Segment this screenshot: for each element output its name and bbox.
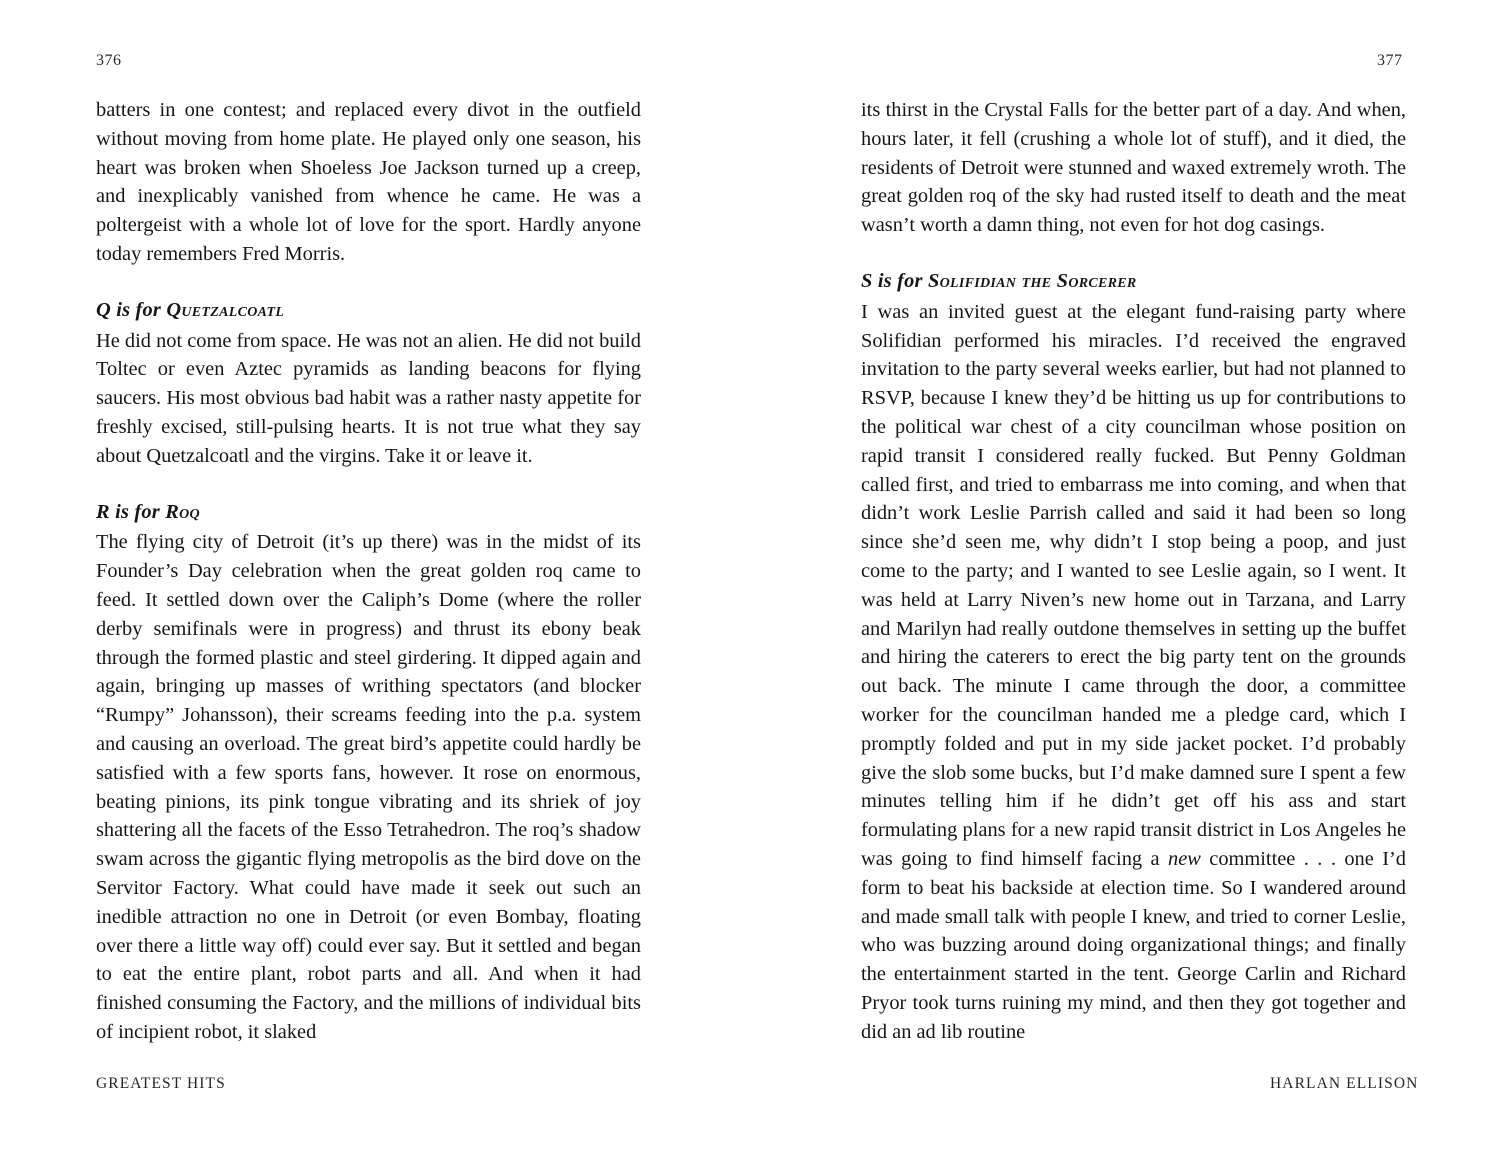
paragraph-continued: its thirst in the Crystal Falls for the better part of a day. And when, hours later, it fell (crushing a whole lot of stuff), and it died, the residents of Detroit were stunned and waxed extremely wroth. The great golden roq of the sky had rusted itself to death and the meat wasn’t worth a damn thing, not even for hot dog casings. <box>861 99 1406 237</box>
text-columns <box>96 96 1406 1047</box>
entry-heading-prefix: R is for <box>96 500 166 523</box>
entry-heading-r <box>96 498 641 527</box>
right-page-column <box>861 96 1406 1047</box>
left-page-column <box>96 96 641 1047</box>
entry-body-q: He did not come from space. He was not an alien. He did not build Toltec or even Aztec pyramids as landing beacons for flying saucers. His most obvious bad habit was a rather nasty appetite for freshly excised, still-pulsing hearts. It is not true what they say about Quetzalcoatl and the virgins. Take it or leave it. <box>96 329 641 467</box>
entry-body-s <box>861 298 1406 1047</box>
entry-body-part1: I was an invited guest at the elegant fund-raising party where Solifidian performed his miracles. I’d received the engraved invitation to the party several weeks earlier, but had not planned to RSVP, because I knew they’d be hitting us up for contributions to the political war chest of a city councilman whose position on rapid transit I considered really fucked. But Penny Goldman called first, and tried to embarrass me into coming, and when that didn’t work Leslie Parrish called and said it had been so long since she’d seen me, why didn’t I stop being a poop, and just come to the party; and I wanted to see Leslie again, so I went. It was held at Larry Niven’s new home out in Tarzana, and Larry and Marilyn had really outdone themselves in setting up the buffet and hiring the caterers to erect the big party tent on the grounds out back. The minute I came through the door, a committee worker for the councilman handed me a pledge card, which I promptly folded and put in my side jacket pocket. I’d probably give the slob some bucks, but I’d make damned sure I spent a few minutes telling him if he didn’t get off his ass and start formulating plans for a new rapid transit district in Los Angeles he was going to find himself facing a <box>861 300 1406 870</box>
page-number-left: 376 <box>96 52 122 69</box>
entry-heading-term: Roq <box>165 500 200 523</box>
entry-heading-term: Solifidian the Sorcerer <box>927 269 1137 292</box>
page-number-right: 377 <box>1377 52 1403 69</box>
paragraph-continued: batters in one contest; and replaced every divot in the outfield without moving from home plate. He played only one season, his heart was broken when Shoeless Joe Jackson turned up a creep, and inexplicably vanished from whence he came. He was a poltergeist with a whole lot of love for the sport. Hardly anyone today remembers Fred Morris. <box>96 99 641 265</box>
entry-body-r: The flying city of Detroit (it’s up there) was in the midst of its Founder’s Day celebration when the great golden roq came to feed. It settled down over the Caliph’s Dome (where the roller derby semifinals were in progress) and thrust its ebony beak through the formed plastic and steel girdering. It dipped again and again, bringing up masses of writhing spectators (and blocker “Rumpy” Johansson), their screams feeding into the p.a. system and causing an overload. The great bird’s appetite could hardly be satisfied with a few sports fans, however. It rose on enormous, beating pinions, its pink tongue vibrating and its shriek of joy shattering all the facets of the Esso Tetrahedron. The roq’s shadow swam across the gigantic flying metropolis as the bird dove on the Servitor Factory. What could have made it seek out such an inedible attraction no one in Detroit (or even Bombay, floating over there a little way off) could ever say. But it settled and began to eat the entire plant, robot parts and all. And when it had finished consuming the Factory, and the millions of individual bits of incipient robot, it slaked <box>96 531 641 1043</box>
entry-heading-term: Quetzalcoatl <box>166 298 285 321</box>
entry-body-emphasis: new <box>1168 847 1201 870</box>
running-foot-left: GREATEST HITS <box>96 1075 226 1092</box>
entry-heading-prefix: S is for <box>861 269 928 292</box>
entry-heading-s <box>861 267 1406 296</box>
running-foot-right: HARLAN ELLISON <box>1270 1075 1419 1092</box>
entry-heading-prefix: Q is for <box>96 298 167 321</box>
entry-body-part2: committee . . . one I’d form to beat his backside at election time. So I wandered around and made small talk with people I knew, and tried to corner Leslie, who was buzzing around doing organizational things; and finally the entertainment started in the tent. George Carlin and Richard Pryor took turns ruining my mind, and then they got together and did an ad lib routine <box>861 847 1406 1043</box>
entry-heading-q <box>96 296 641 325</box>
